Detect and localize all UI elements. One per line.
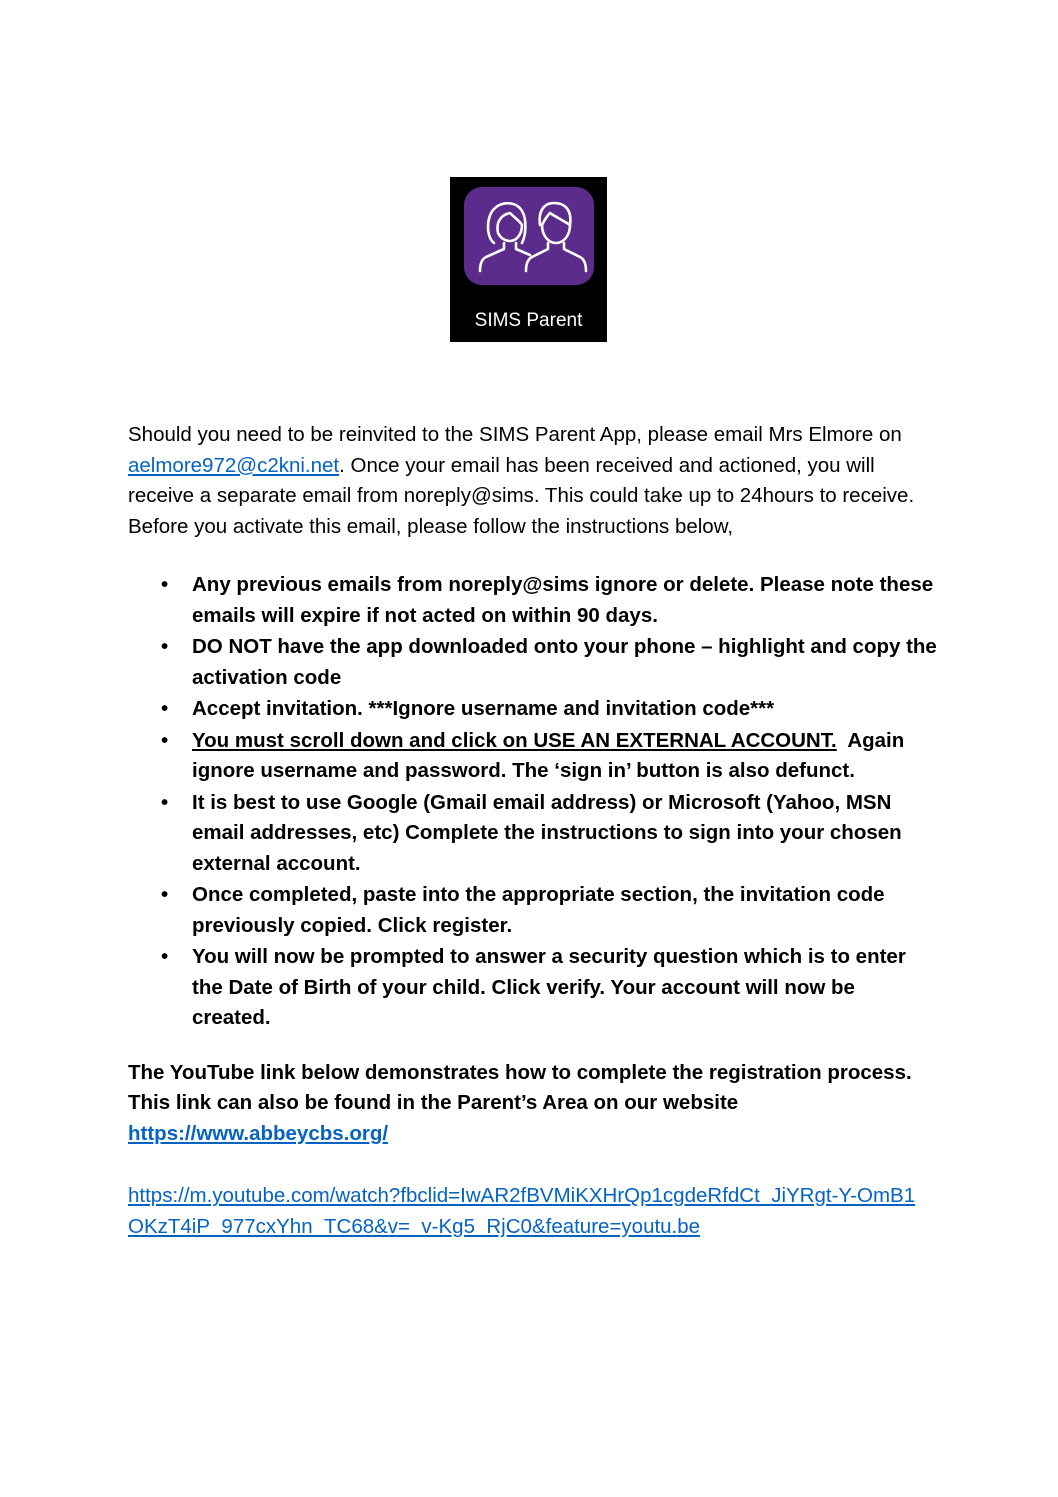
sims-parent-logo (450, 177, 607, 342)
bullet-icon: • (161, 573, 169, 596)
outro-text: The YouTube link below demonstrates how to complete the registration process. This link can also be found in the Parent’s Area on our website (128, 1060, 912, 1114)
instruction-list (128, 570, 938, 1034)
youtube-paragraph (128, 1181, 928, 1242)
parent-figures-icon (464, 187, 594, 285)
step-text: You will now be prompted to answer a security question which is to enter the Date of Birth of your child. Click verify. Your account will now be created. (192, 945, 906, 1029)
bullet-icon: • (161, 790, 169, 814)
list-item (161, 880, 938, 941)
document-body (128, 420, 938, 1242)
list-item (161, 726, 938, 787)
sims-parent-app-icon (464, 187, 594, 285)
bullet-icon: • (161, 883, 169, 906)
intro-text-after-email: . Once your email has been received and actioned, you will receive a separate email from noreply@sims. This could take up to 24hours to receive. Before you activate this email, please follow the instructions below, (128, 453, 915, 538)
bullet-icon: • (161, 697, 169, 720)
step-text: DO NOT have the app downloaded onto your phone – highlight and copy the activation code (192, 635, 937, 689)
step-text: Accept invitation. ***Ignore username and invitation code*** (192, 697, 775, 720)
youtube-link[interactable]: https://m.youtube.com/watch?fbclid=IwAR2fBVMiKXHrQp1cgdeRfdCt_JiYRgt-Y-OmB1OKzT4iP_977cxYhn_TC68&v=_v-Kg5_RjC0&feature=youtu.be (128, 1184, 916, 1238)
youtube-info-paragraph (128, 1058, 938, 1150)
bullet-icon: • (161, 728, 169, 752)
list-item (161, 632, 938, 693)
list-item (161, 942, 938, 1034)
list-item (161, 694, 938, 725)
list-item (161, 788, 938, 880)
intro-paragraph (128, 420, 938, 542)
list-item (161, 570, 938, 631)
step-text: Again ignore username and password. The ‘sign in’ button is also defunct. (192, 728, 910, 782)
website-link[interactable]: https://www.abbeycbs.org/ (128, 1121, 389, 1145)
bullet-icon: • (161, 945, 169, 968)
contact-email-link[interactable]: aelmore972@c2kni.net (128, 453, 340, 477)
intro-text-before-email: Should you need to be reinvited to the SIMS Parent App, please email Mrs Elmore on (128, 423, 902, 446)
step-text: Any previous emails from noreply@sims ignore or delete. Please note these emails will expire if not acted on within 90 days. (192, 573, 934, 627)
bullet-icon: • (161, 635, 169, 658)
step-text-underlined: You must scroll down and click on USE AN EXTERNAL ACCOUNT. (192, 728, 837, 752)
step-text: It is best to use Google (Gmail email address) or Microsoft (Yahoo, MSN email addresses, etc) Complete the instructions to sign into your chosen external account. (192, 790, 902, 875)
step-text: Once completed, paste into the appropriate section, the invitation code previously copied. Click register. (192, 883, 885, 937)
app-name-label: SIMS Parent (474, 310, 583, 331)
